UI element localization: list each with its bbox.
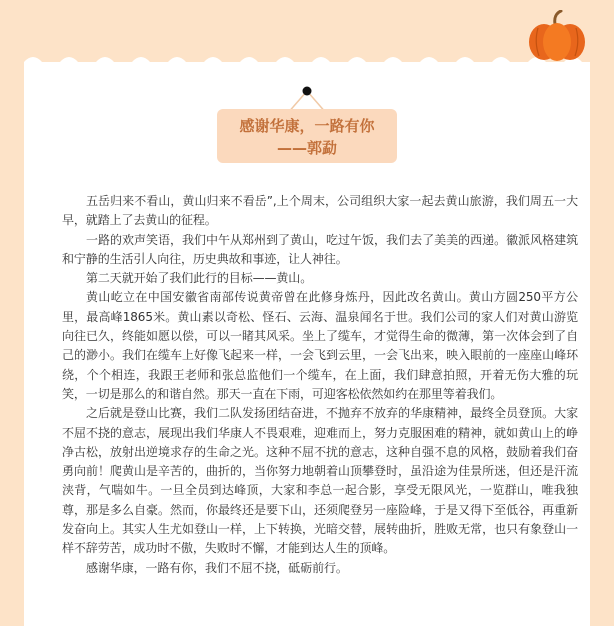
paragraph: 感谢华康，一路有你，我们不屈不挠，砥砺前行。	[86, 560, 348, 575]
article-author: ——郭勐	[276, 139, 337, 157]
paragraph: 五岳归来不看山，黄山归来不看岳”,上个周末，公司组织大家一起去黄山旅游，我们周五一大早，就踏上了去黄山的征程。	[62, 194, 578, 228]
article-body	[62, 192, 578, 578]
title-banner	[217, 109, 397, 163]
paragraph: 黄山屹立在中国安徽省南部传说黄帝曾在此修身炼丹，因此改名黄山。黄山方圆250平方公里，最高峰1865米。黄山素以奇松、怪石、云海、温泉闻名于世。我们公司的家人们对黄山游览向往已久，终能如愿以偿，可以一睹其风采。坐上了缆车，才觉得生命的微薄，第一次体会到了自己的渺小。我们在缆车上好像飞起来一样，一会飞到云里，一会飞出来，映入眼前的一座座山峰环绕，个个相连，我跟王老师和张总监他们一个缆车，在上面，我们肆意拍照，开着无伤大雅的玩笑，一切是那么的和谐自然。那天一直在下雨，可迎客松依然如约在那里等着我们。	[62, 290, 578, 401]
paragraph: 第二天就开始了我们此行的目标——黄山。	[86, 271, 313, 286]
pumpkin-icon	[524, 10, 590, 62]
paragraph: 一路的欢声笑语，我们中午从郑州到了黄山，吃过午饭，我们去了美美的西递。徽派风格建筑和宁静的生活引人向往，历史典故和事迹，让人神往。	[62, 232, 578, 266]
article-title: 感谢华康，一路有你	[239, 117, 375, 135]
paragraph: 之后就是登山比赛，我们二队发扬团结奋进，不抛弃不放弃的华康精神，最终全员登顶。大家不屈不挠的意志，展现出我们华康人不畏艰难，迎难而上，努力克服困难的精神，就如黄山上的峥净古松，放射出逆境求存的生命之光。这种不屈不扰的意志，这种自强不息的风格，鼓励着我们奋勇向前！爬黄山是辛苦的，曲折的，当你努力地朝着山顶攀登时，虽沿途为佳景所迷，但还是汗流浃背，气喘如牛。一旦全员到达峰顶，大家和李总一起合影，享受无限风光，一览群山，唯我独尊，那是多么自豪。然而，你最终还是要下山，还须爬登另一座险峰，于是又得下至低谷，再重新发奋向上。其实人生尤如登山一样，上下转换，光暗交替，展转曲折，胜败无常，也只有象登山一样不辞劳苦，成功时不傲，失败时不懈，才能到达人生的顶峰。	[62, 406, 578, 556]
